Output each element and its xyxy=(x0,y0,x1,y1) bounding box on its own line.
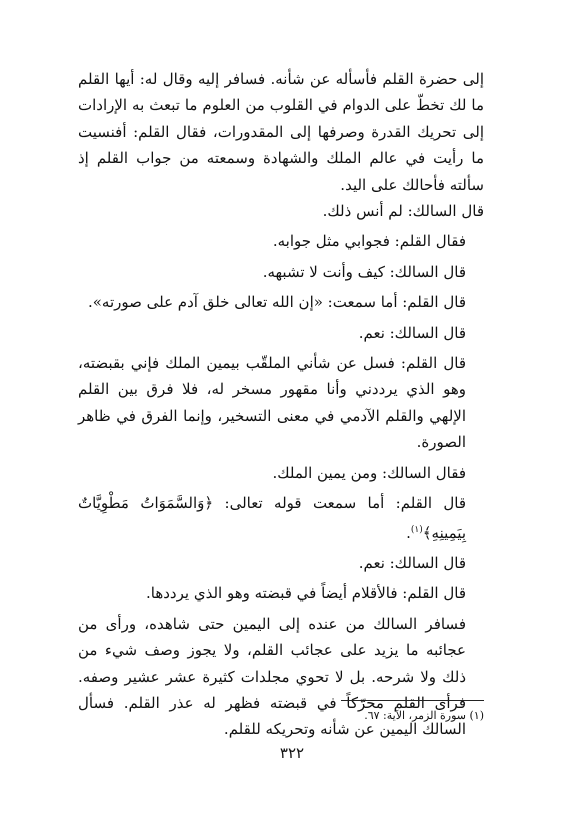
footnote-divider xyxy=(341,700,484,701)
paragraph: فقال السالك: ومن يمين الملك. xyxy=(272,463,466,482)
paragraph: قال السالك: لم أنس ذلك. xyxy=(322,202,484,221)
paragraph xyxy=(78,490,484,546)
paragraph: قال السالك: نعم. xyxy=(358,553,466,572)
paragraph-text: قال القلم: أما سمعت قوله تعالى: ﴿وَالسَّمَوَاتُ مَطْوِيَّاتٌ بِيَمِينِهِ﴾ xyxy=(78,494,466,542)
paragraph: قال القلم: أما سمعت: «إن الله تعالى خلق آدم على صورته». xyxy=(87,293,466,312)
page-number: ٣٢٢ xyxy=(279,744,305,762)
paragraph: قال السالك: نعم. xyxy=(358,323,466,342)
paragraph: قال القلم: فسل عن شأني الملقّب بيمين الملك فإني بقبضته، وهو الذي يرددني وأنا مقهور مسخر له، فلا فرق بين القلم الإلهي والقلم الآدمي في معنى التسخير، وإنما الفرق في ظاهر الصورة. xyxy=(78,354,466,452)
paragraph: قال السالك: كيف وأنت لا تشبهه. xyxy=(262,262,466,281)
paragraph-tail: . xyxy=(406,523,411,542)
paragraph: قال القلم: فالأقلام أيضاً في قبضته وهو الذي يرددها. xyxy=(146,584,466,603)
paragraph: فقال القلم: فجوابي مثل جوابه. xyxy=(272,232,466,251)
footnote-marker: (١) xyxy=(410,524,423,535)
paragraph: فسافر السالك من عنده إلى اليمين حتى شاهده، ورأى من عجائبه ما يزيد على عجائب القلم، ولا يجوز وصف شيء من ذلك ولا شرحه. بل لا تحوي مجلدات كثيرة عشر عشير وصفه. فرأى القلم محرّكاً في قبضته فظهر له عذر القلم. فسأل السالك اليمين عن شأنه وتحريكه للقلم. xyxy=(78,614,466,739)
paragraph: إلى حضرة القلم فأسأله عن شأنه. فسافر إليه وقال له: أيها القلم ما لك تخطّ على الدوام في القلوب من العلوم ما تبعث به الإرادات إلى تحريك القدرة وصرفها إلى المقدورات، فقال القلم: أفنسيت ما رأيت في عالم الملك والشهادة وسمعته من جواب القلم إذ سألته فأحالك على اليد. xyxy=(78,70,484,194)
body-text xyxy=(78,66,484,743)
footnote: (١) سورة الزمر، الآية: ٦٧. xyxy=(364,709,484,722)
